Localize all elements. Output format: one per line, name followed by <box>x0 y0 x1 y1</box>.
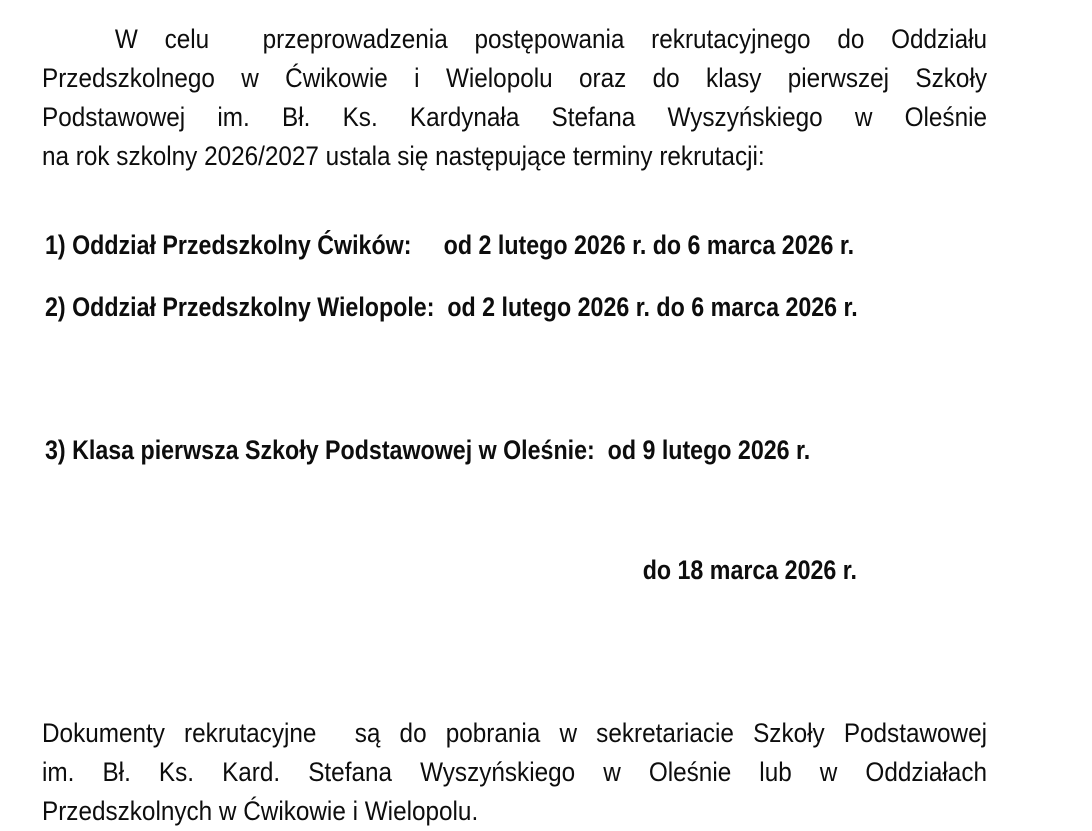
footer-line-3: Przedszkolnych w Ćwikowie i Wielopolu. <box>42 796 479 826</box>
intro-line-4: na rok szkolny 2026/2027 ustala się następujące terminy rekrutacji: <box>42 141 765 171</box>
footer-paragraph <box>42 714 987 831</box>
schedule-item-olesno-line-1: 3) Klasa pierwsza Szkoły Podstawowej w Oleśnie: od 9 lutego 2026 r. <box>45 435 811 465</box>
intro-line-1: W celu przeprowadzenia postępowania rekrutacyjnego do Oddziału <box>114 24 987 54</box>
schedule-item-wielopole: 2) Oddział Przedszkolny Wielopole: od 2 lutego 2026 r. do 6 marca 2026 r. <box>45 292 858 322</box>
intro-line-3: Podstawowej im. Bł. Ks. Kardynała Stefana Wyszyńskiego w Oleśnie <box>42 102 987 132</box>
footer-line-2: im. Bł. Ks. Kard. Stefana Wyszyńskiego w Oleśnie lub w Oddziałach <box>42 757 987 787</box>
schedule-item-olesno-line-2: do 18 marca 2026 r. <box>642 555 857 585</box>
schedule-item-olesno <box>45 350 857 670</box>
intro-line-2: Przedszkolnego w Ćwikowie i Wielopolu oraz do klasy pierwszej Szkoły <box>42 63 987 93</box>
footer-line-1: Dokumenty rekrutacyjne są do pobrania w sekretariacie Szkoły Podstawowej <box>42 718 987 748</box>
recruitment-schedule-list <box>42 225 1092 670</box>
intro-paragraph <box>42 20 987 176</box>
document-body <box>42 20 1092 831</box>
schedule-item-cwikow: 1) Oddział Przedszkolny Ćwików: od 2 lutego 2026 r. do 6 marca 2026 r. <box>45 230 855 260</box>
